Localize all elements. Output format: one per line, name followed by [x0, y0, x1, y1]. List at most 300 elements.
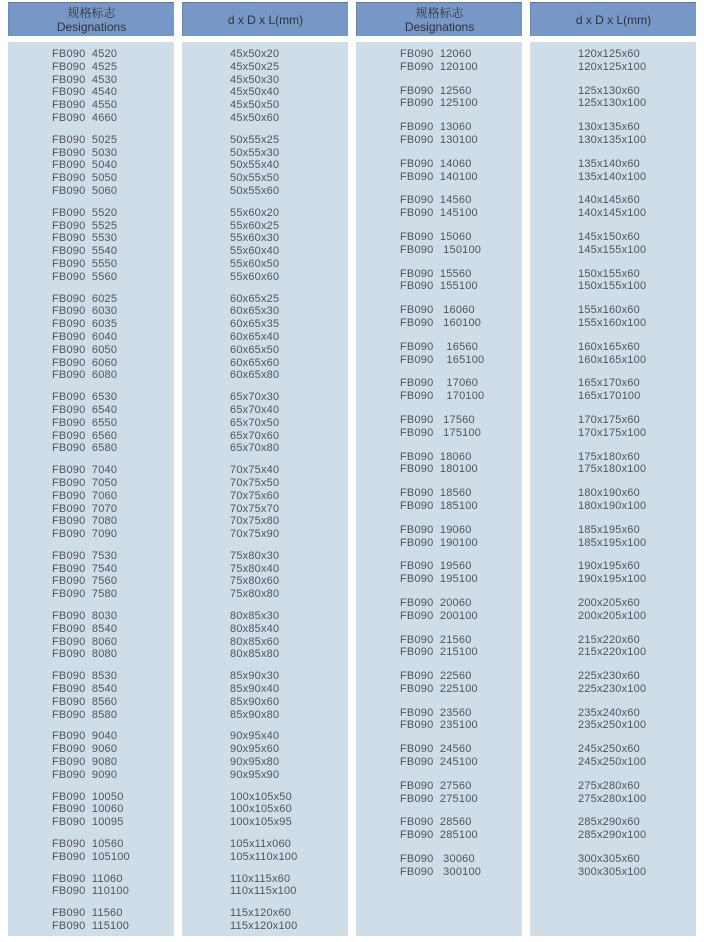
- designation-cell: FB090 9040: [52, 730, 118, 743]
- designation-group: [400, 158, 522, 184]
- dimension-column-left: [182, 2, 348, 936]
- dimension-cell: 130x135x60: [578, 121, 640, 134]
- designation-cell: FB090 170100: [400, 390, 485, 403]
- dimension-cell: 45x50x50: [230, 99, 280, 112]
- dimension-group: [230, 838, 348, 864]
- dimension-cell: 60x65x35: [230, 318, 280, 331]
- dimension-cell: 235x240x60: [578, 706, 640, 719]
- designation-cell: FB090 8540: [52, 683, 118, 696]
- dimension-cell: 70x75x80: [230, 515, 280, 528]
- dimension-cell: 185x195x60: [578, 523, 640, 536]
- designation-cell: FB090 23560: [400, 706, 472, 719]
- designation-group: [400, 341, 522, 367]
- designation-cell: FB090 11560: [52, 907, 123, 920]
- designation-cell: FB090 6540: [52, 403, 118, 416]
- dimension-cell: 90x95x60: [230, 743, 280, 756]
- designation-group: [400, 524, 522, 550]
- dimension-cell: 285x290x60: [578, 816, 640, 829]
- dimension-group: [578, 524, 696, 550]
- dimension-group: [578, 707, 696, 733]
- dimension-cell: 80x85x80: [230, 648, 280, 661]
- dimension-cell: 185x195x100: [578, 536, 647, 549]
- designation-cell: FB090 12060: [400, 48, 472, 60]
- dimension-cell: 55x60x25: [230, 219, 280, 232]
- designation-group: [400, 194, 522, 220]
- designation-cell: FB090 10050: [52, 790, 124, 803]
- designation-cell: FB090 5050: [52, 172, 118, 185]
- designation-group: [52, 730, 174, 781]
- dimension-cell: 65x70x80: [230, 442, 280, 455]
- dimension-cell: 215x220x60: [578, 633, 640, 646]
- designation-header-left: [8, 2, 174, 36]
- designation-group: [400, 48, 522, 74]
- dimension-cell: 85x90x80: [230, 708, 280, 721]
- designation-cell: FB090 4540: [52, 86, 118, 99]
- dimension-header-label: d x D x L(mm): [227, 12, 304, 27]
- designation-cell: FB090 5040: [52, 159, 118, 172]
- dimension-cell: 60x65x25: [230, 292, 280, 305]
- designation-cell: FB090 185100: [400, 499, 478, 512]
- designation-group: [52, 464, 174, 541]
- dimension-group: [578, 85, 696, 111]
- dimension-cell: 85x90x60: [230, 695, 280, 708]
- designation-cell: FB090 7080: [52, 515, 118, 528]
- designation-cell: FB090 5060: [52, 184, 118, 197]
- designation-cell: FB090 5025: [52, 133, 118, 146]
- dimension-group: [230, 670, 348, 721]
- designation-cell: FB090 6080: [52, 369, 118, 382]
- dimension-group: [230, 293, 348, 383]
- designation-group: [400, 231, 522, 257]
- designation-cell: FB090 6050: [52, 343, 118, 356]
- dimension-cell: 75x80x30: [230, 549, 280, 562]
- designation-group: [52, 391, 174, 455]
- dimension-cell: 85x90x30: [230, 670, 280, 683]
- dimension-cell: 165x170100: [578, 390, 641, 403]
- dimension-cell: 80x85x60: [230, 635, 280, 648]
- designation-cell: FB090 140100: [400, 170, 478, 183]
- designation-cell: FB090 22560: [400, 670, 472, 683]
- dimension-cell: 245x250x60: [578, 743, 640, 756]
- designation-cell: FB090 8530: [52, 670, 118, 683]
- designation-cell: FB090 15060: [400, 230, 472, 243]
- dimension-group: [230, 730, 348, 781]
- dimension-cell: 235x250x100: [578, 719, 647, 732]
- designation-group: [400, 377, 522, 403]
- dimension-cell: 165x170x60: [578, 377, 640, 390]
- spec-table-left: [8, 2, 348, 936]
- designation-cell: FB090 285100: [400, 829, 478, 842]
- designation-cell: FB090 8030: [52, 610, 118, 623]
- dimension-cell: 145x155x100: [578, 243, 647, 256]
- dimension-cell: 285x290x100: [578, 829, 647, 842]
- designation-group: [400, 560, 522, 586]
- dimension-cell: 45x50x40: [230, 86, 280, 99]
- designation-group: [52, 134, 174, 198]
- designation-cell: FB090 115100: [52, 920, 130, 933]
- dimension-cell: 50x55x60: [230, 184, 280, 197]
- designation-cell: FB090 9090: [52, 768, 118, 781]
- designation-cell: FB090 20060: [400, 596, 472, 609]
- designation-cell: FB090 6550: [52, 416, 118, 429]
- designation-cell: FB090 235100: [400, 719, 478, 732]
- designation-cell: FB090 190100: [400, 536, 478, 549]
- dimension-cell: 225x230x100: [578, 682, 647, 695]
- designation-group: [400, 121, 522, 147]
- dimension-list-right: [530, 42, 696, 936]
- designation-header-zh: 规格标志: [415, 5, 464, 20]
- designation-cell: FB090 6025: [52, 292, 118, 305]
- dimension-group: [230, 134, 348, 198]
- dimension-cell: 160x165x100: [578, 353, 647, 366]
- dimension-column-right: [530, 2, 696, 936]
- dimension-cell: 105x11x060: [230, 838, 292, 851]
- designation-cell: FB090 18060: [400, 450, 472, 463]
- dimension-group: [578, 451, 696, 477]
- dimension-cell: 175x180x100: [578, 463, 647, 476]
- designation-cell: FB090 6580: [52, 442, 118, 455]
- designation-cell: FB090 150100: [400, 243, 482, 256]
- dimension-cell: 160x165x60: [578, 340, 640, 353]
- designation-cell: FB090 5550: [52, 257, 118, 270]
- dimension-header-label: d x D x L(mm): [575, 12, 652, 27]
- designation-cell: FB090 8080: [52, 648, 118, 661]
- dimension-cell: 50x55x50: [230, 172, 280, 185]
- designation-cell: FB090 7050: [52, 476, 118, 489]
- designation-cell: FB090 5520: [52, 206, 118, 219]
- dimension-cell: 75x80x80: [230, 588, 280, 601]
- designation-cell: FB090 180100: [400, 463, 478, 476]
- designation-cell: FB090 4525: [52, 60, 118, 73]
- designation-cell: FB090 7090: [52, 528, 118, 541]
- designation-group: [400, 634, 522, 660]
- dimension-group: [230, 550, 348, 601]
- dimension-group: [578, 231, 696, 257]
- dimension-list-left: [182, 42, 348, 936]
- designation-cell: FB090 5560: [52, 270, 118, 283]
- dimension-cell: 70x75x40: [230, 464, 280, 477]
- dimension-cell: 300x305x100: [578, 865, 647, 878]
- dimension-header-left: [182, 2, 348, 36]
- dimension-group: [230, 207, 348, 284]
- designation-group: [52, 670, 174, 721]
- designation-cell: FB090 6530: [52, 391, 118, 404]
- dimension-cell: 80x85x40: [230, 622, 280, 635]
- dimension-group: [230, 791, 348, 829]
- designation-cell: FB090 16060: [400, 304, 475, 317]
- dimension-group: [578, 268, 696, 294]
- designation-cell: FB090 175100: [400, 426, 482, 439]
- dimension-cell: 70x75x60: [230, 489, 280, 502]
- designation-cell: FB090 225100: [400, 682, 478, 695]
- dimension-cell: 65x70x30: [230, 391, 280, 404]
- dimension-cell: 50x55x30: [230, 146, 280, 159]
- designation-header-en: Designations: [404, 19, 475, 34]
- designation-cell: FB090 4660: [52, 111, 118, 124]
- dimension-cell: 175x180x60: [578, 450, 640, 463]
- dimension-cell: 85x90x40: [230, 683, 280, 696]
- dimension-cell: 110x115x60: [230, 872, 291, 885]
- designation-cell: FB090 28560: [400, 816, 472, 829]
- dimension-cell: 110x115x100: [230, 885, 297, 898]
- designation-cell: FB090 9060: [52, 743, 118, 756]
- designation-cell: FB090 14060: [400, 157, 472, 170]
- dimension-group: [230, 48, 348, 125]
- designation-header-zh: 规格标志: [67, 5, 116, 20]
- designation-cell: FB090 10560: [52, 838, 124, 851]
- designation-cell: FB090 200100: [400, 609, 478, 622]
- designation-cell: FB090 4550: [52, 99, 118, 112]
- dimension-group: [230, 907, 348, 933]
- dimension-cell: 90x95x40: [230, 730, 280, 743]
- designation-cell: FB090 15560: [400, 267, 472, 280]
- designation-group: [400, 268, 522, 294]
- dimension-group: [578, 560, 696, 586]
- designation-column-left: [8, 2, 174, 936]
- designation-list-right: [356, 42, 522, 936]
- designation-cell: FB090 165100: [400, 353, 485, 366]
- designation-header-right: [356, 2, 522, 36]
- designation-cell: FB090 17560: [400, 413, 475, 426]
- designation-group: [52, 791, 174, 829]
- dimension-group: [578, 414, 696, 440]
- dimension-cell: 65x70x60: [230, 429, 280, 442]
- dimension-cell: 100x105x50: [230, 790, 292, 803]
- designation-cell: FB090 10060: [52, 803, 124, 816]
- designation-cell: FB090 27560: [400, 779, 472, 792]
- dimension-cell: 245x250x100: [578, 756, 647, 769]
- designation-group: [400, 780, 522, 806]
- dimension-cell: 50x55x40: [230, 159, 280, 172]
- designation-group: [400, 85, 522, 111]
- designation-cell: FB090 7060: [52, 489, 118, 502]
- dimension-group: [230, 391, 348, 455]
- designation-column-right: [356, 2, 522, 936]
- dimension-cell: 190x195x100: [578, 573, 647, 586]
- designation-cell: FB090 7070: [52, 502, 118, 515]
- designation-group: [52, 207, 174, 284]
- dimension-group: [578, 670, 696, 696]
- dimension-group: [578, 341, 696, 367]
- designation-cell: FB090 105100: [52, 850, 130, 863]
- designation-group: [52, 293, 174, 383]
- dimension-cell: 45x50x20: [230, 48, 280, 60]
- designation-cell: FB090 110100: [52, 885, 130, 898]
- designation-cell: FB090 19560: [400, 560, 472, 573]
- dimension-cell: 50x55x25: [230, 133, 280, 146]
- designation-group: [400, 743, 522, 769]
- dimension-group: [230, 610, 348, 661]
- designation-cell: FB090 19060: [400, 523, 472, 536]
- dimension-group: [578, 743, 696, 769]
- designation-group: [52, 610, 174, 661]
- designation-cell: FB090 120100: [400, 60, 478, 73]
- dimension-cell: 170x175x60: [578, 413, 640, 426]
- designation-cell: FB090 8540: [52, 622, 118, 635]
- dimension-cell: 80x85x30: [230, 610, 280, 623]
- dimension-group: [578, 48, 696, 74]
- dimension-group: [578, 121, 696, 147]
- designation-cell: FB090 275100: [400, 792, 478, 805]
- dimension-cell: 225x230x60: [578, 670, 640, 683]
- designation-cell: FB090 5525: [52, 219, 118, 232]
- dimension-cell: 100x105x60: [230, 803, 292, 816]
- designation-group: [400, 816, 522, 842]
- dimension-group: [230, 873, 348, 899]
- designation-cell: FB090 145100: [400, 207, 478, 220]
- dimension-cell: 140x145x100: [578, 207, 647, 220]
- designation-cell: FB090 245100: [400, 756, 478, 769]
- designation-cell: FB090 5530: [52, 232, 118, 245]
- designation-cell: FB090 130100: [400, 133, 478, 146]
- designation-group: [52, 550, 174, 601]
- dimension-cell: 105x110x100: [230, 850, 298, 863]
- designation-cell: FB090 16560: [400, 340, 479, 353]
- designation-cell: FB090 6560: [52, 429, 118, 442]
- dimension-group: [578, 487, 696, 513]
- designation-cell: FB090 215100: [400, 646, 478, 659]
- dimension-cell: 60x65x30: [230, 305, 280, 318]
- dimension-cell: 150x155x100: [578, 280, 647, 293]
- designation-group: [400, 414, 522, 440]
- dimension-group: [578, 853, 696, 879]
- dimension-cell: 120x125x60: [578, 48, 640, 60]
- dimension-cell: 55x60x40: [230, 245, 280, 258]
- dimension-group: [578, 597, 696, 623]
- designation-cell: FB090 6030: [52, 305, 118, 318]
- dimension-cell: 135x140x60: [578, 157, 640, 170]
- dimension-group: [578, 158, 696, 184]
- dimension-cell: 180x190x100: [578, 499, 647, 512]
- designation-cell: FB090 9080: [52, 756, 118, 769]
- designation-group: [400, 670, 522, 696]
- dimension-cell: 180x190x60: [578, 487, 640, 500]
- dimension-cell: 190x195x60: [578, 560, 640, 573]
- designation-cell: FB090 6060: [52, 356, 118, 369]
- designation-group: [52, 873, 174, 899]
- designation-list-left: [8, 42, 174, 936]
- dimension-cell: 65x70x40: [230, 403, 280, 416]
- designation-cell: FB090 8580: [52, 708, 118, 721]
- designation-cell: FB090 195100: [400, 573, 478, 586]
- designation-cell: FB090 8560: [52, 695, 118, 708]
- dimension-cell: 45x50x30: [230, 73, 280, 86]
- designation-cell: FB090 24560: [400, 743, 472, 756]
- designation-group: [400, 597, 522, 623]
- designation-group: [400, 853, 522, 879]
- dimension-cell: 125x130x60: [578, 84, 640, 97]
- dimension-cell: 155x160x60: [578, 304, 640, 317]
- dimension-cell: 115x120x100: [230, 920, 298, 933]
- designation-cell: FB090 155100: [400, 280, 478, 293]
- designation-cell: FB090 160100: [400, 316, 482, 329]
- dimension-cell: 75x80x60: [230, 575, 280, 588]
- designation-cell: FB090 17060: [400, 377, 479, 390]
- designation-group: [52, 838, 174, 864]
- dimension-group: [578, 194, 696, 220]
- designation-cell: FB090 7040: [52, 464, 118, 477]
- designation-group: [400, 707, 522, 733]
- designation-header-en: Designations: [56, 19, 127, 34]
- designation-cell: FB090 300100: [400, 865, 482, 878]
- designation-cell: FB090 7580: [52, 588, 118, 601]
- dimension-cell: 150x155x60: [578, 267, 640, 280]
- dimension-cell: 65x70x50: [230, 416, 280, 429]
- designation-cell: FB090 21560: [400, 633, 472, 646]
- dimension-cell: 215x220x100: [578, 646, 647, 659]
- designation-group: [52, 48, 174, 125]
- dimension-group: [578, 780, 696, 806]
- dimension-cell: 70x75x50: [230, 476, 280, 489]
- dimension-cell: 200x205x60: [578, 596, 640, 609]
- designation-cell: FB090 7560: [52, 575, 118, 588]
- dimension-cell: 90x95x90: [230, 768, 280, 781]
- dimension-cell: 135x140x100: [578, 170, 647, 183]
- designation-cell: FB090 7540: [52, 562, 118, 575]
- dimension-cell: 60x65x60: [230, 356, 280, 369]
- designation-cell: FB090 8060: [52, 635, 118, 648]
- dimension-cell: 60x65x50: [230, 343, 280, 356]
- dimension-cell: 55x60x30: [230, 232, 280, 245]
- dimension-cell: 115x120x60: [230, 907, 292, 920]
- dimension-cell: 55x60x60: [230, 270, 280, 283]
- dimension-cell: 60x65x80: [230, 369, 280, 382]
- designation-cell: FB090 6035: [52, 318, 118, 331]
- designation-group: [400, 451, 522, 477]
- designation-cell: FB090 5540: [52, 245, 118, 258]
- designation-cell: FB090 5030: [52, 146, 118, 159]
- designation-cell: FB090 125100: [400, 97, 478, 110]
- designation-cell: FB090 14560: [400, 194, 472, 207]
- dimension-cell: 55x60x50: [230, 257, 280, 270]
- dimension-cell: 55x60x20: [230, 206, 280, 219]
- designation-cell: FB090 18560: [400, 487, 472, 500]
- dimension-group: [578, 304, 696, 330]
- dimension-cell: 170x175x100: [578, 426, 647, 439]
- dimension-cell: 130x135x100: [578, 133, 647, 146]
- dimension-cell: 60x65x40: [230, 330, 280, 343]
- dimension-header-right: [530, 2, 696, 36]
- dimension-cell: 45x50x60: [230, 111, 280, 124]
- designation-cell: FB090 7530: [52, 549, 118, 562]
- spec-table-right: [356, 2, 696, 936]
- designation-cell: FB090 11060: [52, 872, 123, 885]
- dimension-cell: 145x150x60: [578, 230, 640, 243]
- dimension-cell: 200x205x100: [578, 609, 647, 622]
- dimension-cell: 70x75x90: [230, 528, 280, 541]
- designation-cell: FB090 4530: [52, 73, 118, 86]
- designation-cell: FB090 4520: [52, 48, 118, 60]
- dimension-cell: 90x95x80: [230, 756, 280, 769]
- designation-cell: FB090 10095: [52, 816, 124, 829]
- dimension-cell: 70x75x70: [230, 502, 280, 515]
- dimension-cell: 300x305x60: [578, 853, 640, 866]
- dimension-cell: 140x145x60: [578, 194, 640, 207]
- dimension-group: [230, 464, 348, 541]
- dimension-group: [578, 816, 696, 842]
- designation-cell: FB090 6040: [52, 330, 118, 343]
- dimension-cell: 75x80x40: [230, 562, 280, 575]
- designation-cell: FB090 12560: [400, 84, 472, 97]
- designation-group: [52, 907, 174, 933]
- dimension-cell: 275x280x100: [578, 792, 647, 805]
- dimension-cell: 45x50x25: [230, 60, 280, 73]
- dimension-cell: 125x130x100: [578, 97, 647, 110]
- dimension-cell: 100x105x95: [230, 816, 292, 829]
- dimension-cell: 275x280x60: [578, 779, 640, 792]
- dimension-cell: 155x160x100: [578, 316, 647, 329]
- designation-group: [400, 304, 522, 330]
